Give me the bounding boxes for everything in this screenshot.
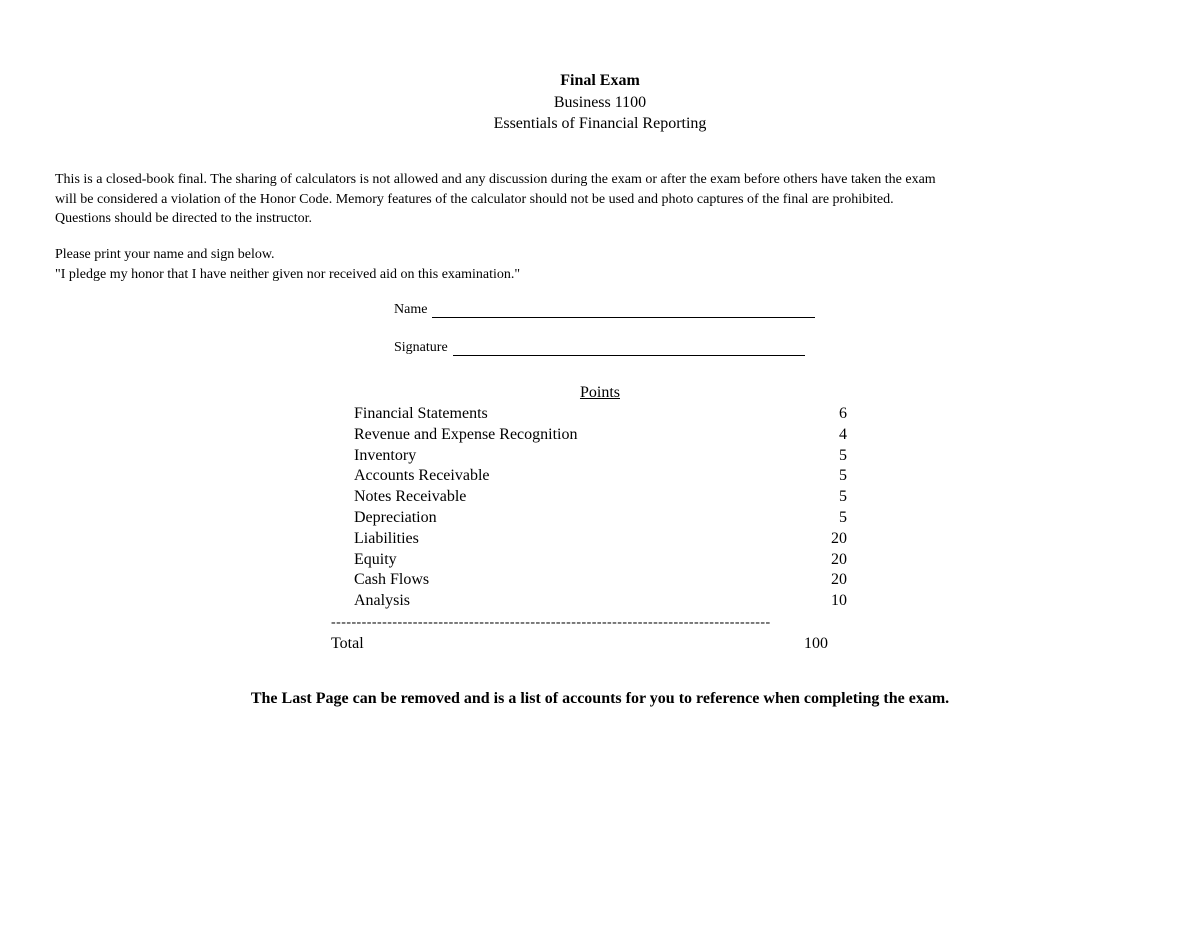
points-row	[354, 487, 847, 508]
points-row-value: 20	[831, 529, 847, 547]
points-row	[354, 425, 847, 446]
last-page-note: The Last Page can be removed and is a list of accounts for you to reference when completing the exam.	[250, 690, 950, 707]
points-row-label: Notes Receivable	[354, 488, 467, 506]
points-header: Points	[579, 384, 620, 401]
points-row	[354, 508, 847, 529]
points-row	[354, 446, 847, 467]
points-row-label: Inventory	[354, 446, 417, 464]
points-row-value: 5	[839, 446, 847, 464]
points-row-label: Equity	[354, 550, 397, 568]
points-row-value: 5	[839, 508, 847, 526]
exam-title: Final Exam	[560, 72, 640, 89]
points-row	[354, 591, 847, 612]
points-row-label: Liabilities	[354, 529, 419, 547]
points-row-label: Cash Flows	[354, 571, 430, 589]
name-label: Name	[394, 302, 428, 317]
course-name: Essentials of Financial Reporting	[493, 115, 707, 132]
instructions-line-3: Questions should be directed to the instructor.	[55, 211, 313, 226]
points-row-label: Revenue and Expense Recognition	[354, 425, 578, 443]
points-row	[354, 529, 847, 550]
signature-label: Signature	[394, 340, 448, 355]
points-separator: --------------------------------------------------------------------------------------	[331, 615, 771, 630]
points-row	[354, 550, 847, 571]
points-row-label: Accounts Receivable	[354, 467, 490, 485]
points-row-value: 5	[839, 467, 847, 485]
instructions-line-1: This is a closed-book final. The sharing of calculators is not allowed and any discussion during the exam or after the exam before others have taken the exam	[55, 172, 936, 187]
points-table	[354, 404, 847, 612]
honor-pledge	[55, 245, 955, 284]
name-field[interactable]	[394, 302, 815, 318]
points-row-value: 20	[831, 550, 847, 568]
points-row-value: 6	[839, 405, 847, 422]
points-row	[354, 466, 847, 487]
pledge-instruction: Please print your name and sign below.	[55, 247, 275, 262]
points-row-value: 20	[831, 571, 847, 589]
points-total-row	[331, 635, 828, 653]
points-total-label: Total	[331, 635, 364, 652]
points-row	[354, 404, 847, 425]
signature-blank-line[interactable]	[453, 341, 805, 356]
signature-field[interactable]	[394, 340, 805, 356]
points-total-value: 100	[804, 635, 828, 652]
pledge-statement: "I pledge my honor that I have neither given nor received aid on this examination."	[55, 266, 521, 282]
points-row-label: Financial Statements	[354, 405, 488, 422]
instructions-line-2: will be considered a violation of the Honor Code. Memory features of the calculator should not be used and photo captures of the final are prohibited.	[55, 191, 894, 207]
points-row-value: 4	[839, 425, 847, 443]
exam-instructions	[55, 170, 1125, 229]
points-row-label: Depreciation	[354, 508, 437, 526]
name-blank-line[interactable]	[432, 303, 815, 318]
points-row	[354, 570, 847, 591]
points-row-value: 10	[831, 592, 847, 610]
points-row-label: Analysis	[354, 592, 410, 610]
course-number: Business 1100	[553, 94, 647, 111]
points-row-value: 5	[839, 488, 847, 506]
